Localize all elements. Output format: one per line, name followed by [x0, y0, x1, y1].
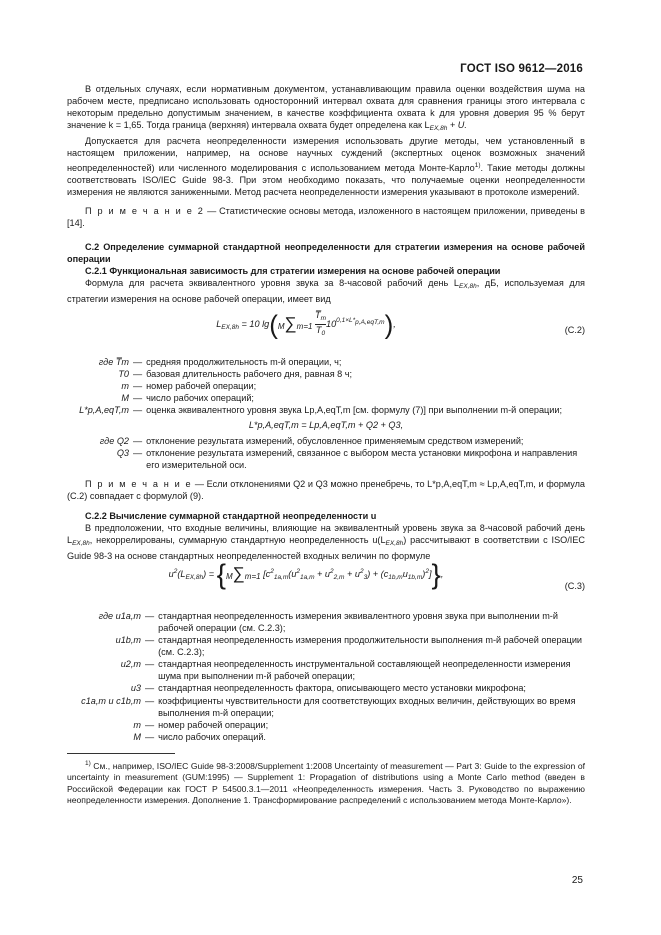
footnote: $^{1)}$ См., например, ISO/IEC Guide 98-3:2008/Supplement 1:2008 Uncertainty of measurement — Part 3: Guide to the expression of uncertainty in measurement (GUM:1995) — Supplement 1: Propagation of distributions using a Monte Carlo method (введен в Российской Федерации как ГОСТ Р 54500.3.1—2011 «Неопределенность измерения. Часть 3. Руководство по выражению неопределенности измерения. Дополнение 1. Трансформирование распределений с использованием метода Монте-Карло»).: [67, 759, 585, 805]
page-number: 25: [571, 875, 583, 886]
note-2: П р и м е ч а н и е 2 — Статистические основы метода, изложенного в настоящем приложении, приведены в [14].: [67, 205, 585, 228]
footnote-divider: [67, 753, 175, 754]
definition-item: m — номер рабочей операции;: [133, 719, 269, 730]
note-3: П р и м е ч а н и е — Если отклонениями Q2 и Q3 можно пренебречь, то L*p,A,eqT,m ≈ Lp,A,eqT,m, и формула (С.2) совпадает с формулой (9).: [67, 479, 585, 502]
definitions-list-2: [67, 435, 585, 471]
equation-c3-number: (С.3): [564, 580, 585, 591]
definition-item: u2,m — стандартная неопределенность инструментальной составляющей неопределенности измерения шума при выполнении m-й рабочей операции;: [120, 659, 571, 682]
definition-item: L*p,A,eqT,m — оценка эквивалентного уровня звука Lp,A,eqT,m [см. формулу (7)] при выполнении m-й операции;: [79, 404, 563, 415]
equation-c2: $L_{EX,8h} = 10$ lg(M∑m=1 $\frac{T̅_m}{T_0}$ $10^{0,1\times L*_{p,A,eqT,m}}$), (С.2): [216, 308, 585, 339]
definition-item: где u1a,m — стандартная неопределенность измерения эквивалентного уровня звука при выполнении m-й рабочей операции (см. С.2.3);: [98, 610, 558, 633]
page-body: [67, 83, 585, 806]
heading-c21: С.2.1 Функциональная зависимость для стратегии измерения на основе рабочей операции: [85, 266, 501, 277]
equation-c2-number: (С.2): [564, 324, 585, 335]
heading-c2: С.2 Определение суммарной стандартной неопределенности для стратегии измерения на основе рабочей операции: [67, 242, 585, 265]
heading-c22: С.2.2 Вычисление суммарной стандартной неопределенности u: [85, 510, 377, 521]
definition-item: u3 — стандартная неопределенность фактора, описывающего место установки микрофона;: [130, 683, 526, 694]
definition-item: Q3 — отклонение результата измерений, связанное с выбором места установки микрофона и направления его измерительной оси.: [116, 448, 578, 471]
paragraph-one-sided-interval: В отдельных случаях, если нормативным документом, устанавливающим правила оценки воздействия шума на рабочем месте, предписано использовать односторонний интервал охвата для сравнения границы этого интервала с некоторым предельно допустимым значением, в качестве коэффициента охвата k для уровня доверия 95 % берут значение k = 1,65. Тогда граница (верхняя) интервала охвата будет определена как $L_{EX,8h} + U$.: [67, 84, 585, 133]
paragraph-combined-uncertainty: В предположении, что входные величины, влияющие на эквивалентный уровень звука за 8-часовой рабочий день $L_{EX,8h}$, некоррелированы, суммарную стандартную неопределенность $u(L_{EX,8h})$ рассчитывают в соответствии с ISO/IEC Guide 98-3 на основе стандартных неопределенностей входных величин по формуле: [67, 522, 586, 561]
definition-item: T0 — базовая длительность рабочего дня, равная 8 ч;: [118, 368, 353, 379]
definition-item: m — номер рабочей операции;: [121, 380, 257, 391]
equation-c3: $u^2(L_{EX,8h}) = \{M\sum m=1$ $[c^2_{1a,m}(u^2_{1a,m} + u^2_{2,m} + u^2_3) + (c_{1b,m}u_{1b,m})^2]$}, (С.3): [168, 558, 585, 591]
definition-item: c1a,m и c1b,m — коэффициенты чувствительности для соответствующих входных величин, действующих во время выполнения m-й операции;: [81, 695, 576, 718]
paragraph-other-methods: Допускается для расчета неопределенности измерения использовать другие методы, чем установленный в настоящем приложении, например, на основе научных суждений (экспертных оценок возможных значений неопределенностей) или численного моделирования с использованием метода Монте-Карло$^{1)}$. Такие методы должны соответствовать ISO/IEC Guide 98-3. При этом необходимо показать, что получаемые оценки неопределенности измерения не являются заниженными. Метод расчета неопределенности измерения указывают в протоколе измерений.: [67, 136, 585, 197]
definitions-list-1: [67, 356, 585, 416]
definition-item: M — число рабочих операций.: [133, 731, 266, 742]
equation-lstar: L*p,A,eqT,m = Lp,A,eqT,m + Q2 + Q3,: [248, 419, 404, 430]
definition-item: где T̅m — средняя продолжительность m-й операции, ч;: [98, 356, 342, 367]
definition-item: M — число рабочих операций;: [121, 392, 254, 403]
definitions-list-3: [67, 610, 585, 743]
paragraph-formula-intro: Формула для расчета эквивалентного уровня звука за 8-часовой рабочий день $L_{EX,8h}$, дБ, используемая для стратегии измерения на основе рабочей операции, имеет вид: [67, 278, 585, 305]
definition-item: u1b,m — стандартная неопределенность измерения продолжительности выполнения m-й рабочей операции (см. С.2.3);: [115, 635, 583, 658]
standard-header: ГОСТ ISO 9612—2016: [460, 63, 583, 75]
definition-item: где Q2 — отклонение результата измерений, обусловленное применяемым средством измерений;: [99, 436, 524, 447]
